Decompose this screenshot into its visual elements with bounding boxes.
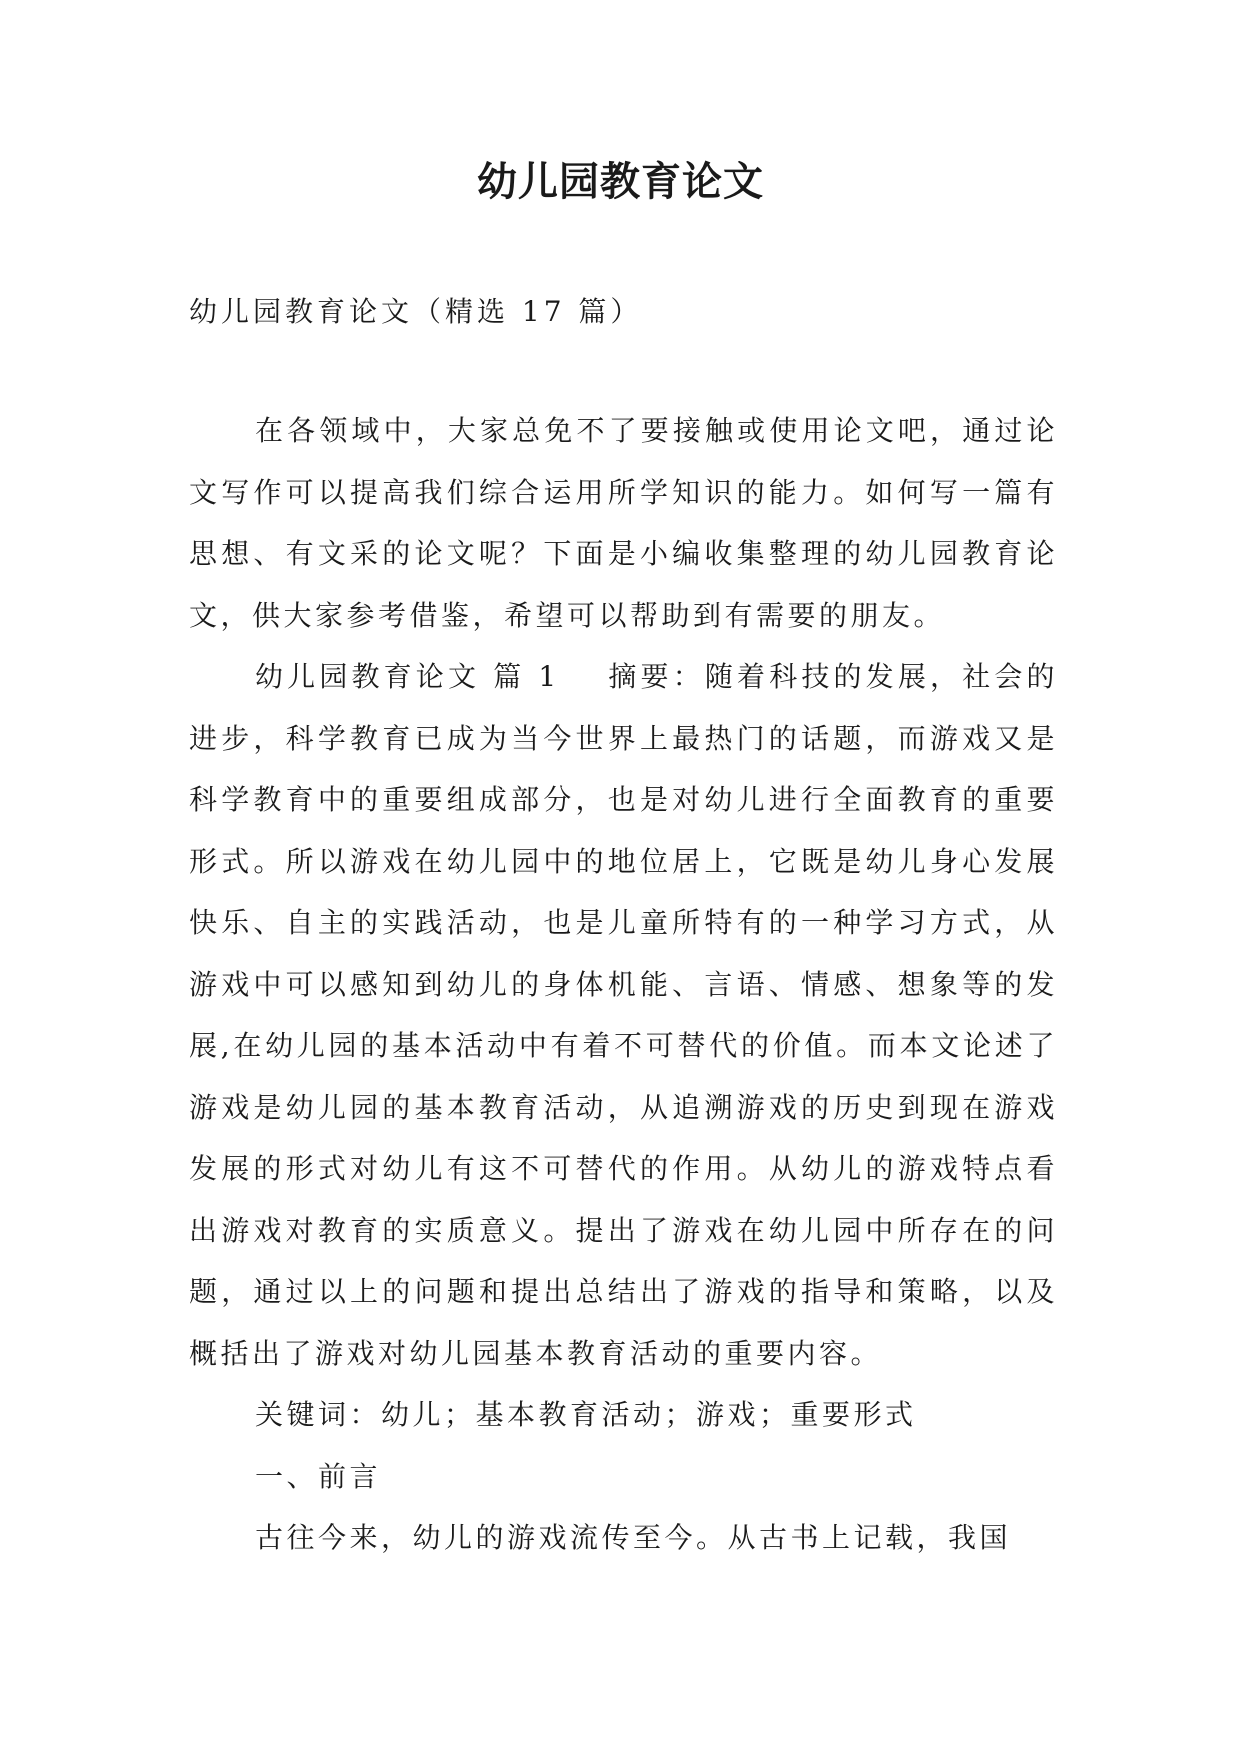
section-heading: 一、前言 [255,1459,382,1493]
intro-paragraph: 在各领域中，大家总免不了要接触或使用论文吧，通过论文写作可以提高我们综合运用所学知识的能力。如何写一篇有思想、有文采的论文呢？下面是小编收集整理的幼儿园教育论文，供大家参考借鉴，希望可以帮助到有需要的朋友。 [189,414,1058,632]
document-subtitle: 幼儿园教育论文（精选 17 篇） [189,295,643,328]
document-title: 幼儿园教育论文 [477,159,764,205]
document-body [189,400,1058,1569]
body-paragraph: 古往今来，幼儿的游戏流传至今。从古书上记载，我国 [255,1521,1012,1554]
section-label: 幼儿园教育论文 篇 1 [255,660,560,693]
abstract-paragraph [189,646,1058,1384]
keywords-paragraph: 关键词：幼儿；基本教育活动；游戏；重要形式 [255,1398,917,1431]
abstract-text: 摘要：随着科技的发展，社会的进步，科学教育已成为当今世界上最热门的话题，而游戏又是科学教育中的重要组成部分，也是对幼儿进行全面教育的重要形式。所以游戏在幼儿园中的地位居上，它既是幼儿身心发展快乐、自主的实践活动，也是儿童所特有的一种学习方式，从游戏中可以感知到幼儿的身体机能、言语、情感、想象等的发展,在幼儿园的基本活动中有着不可替代的价值。而本文论述了游戏是幼儿园的基本教育活动，从追溯游戏的历史到现在游戏发展的形式对幼儿有这不可替代的作用。从幼儿的游戏特点看出游戏对教育的实质意义。提出了游戏在幼儿园中所存在的问题，通过以上的问题和提出总结出了游戏的指导和策略，以及概括出了游戏对幼儿园基本教育活动的重要内容。 [189,660,1058,1370]
